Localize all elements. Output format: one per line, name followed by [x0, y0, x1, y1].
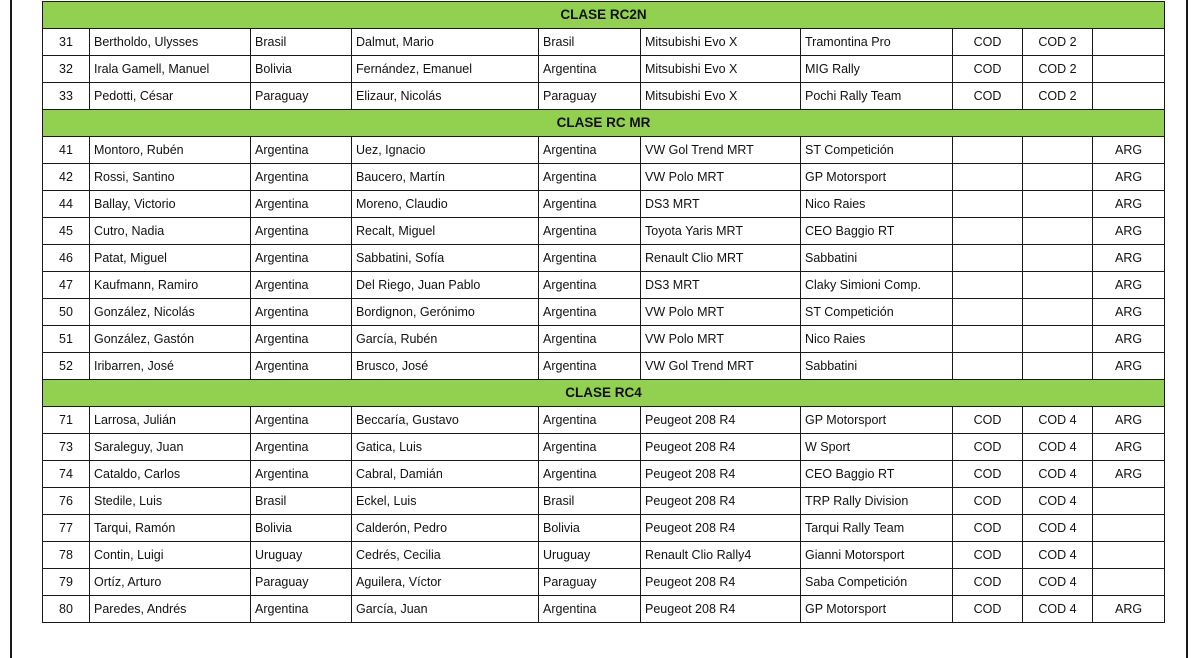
- codriver-name-cell: Fernández, Emanuel: [352, 56, 539, 83]
- driver-country-cell: Argentina: [251, 164, 352, 191]
- driver-name-cell: Cataldo, Carlos: [90, 461, 251, 488]
- subclass-code-cell: COD 4: [1023, 461, 1093, 488]
- car-model-cell: VW Polo MRT: [641, 299, 801, 326]
- driver-name-cell: Ortíz, Arturo: [90, 569, 251, 596]
- national-championship-cell: ARG: [1093, 245, 1165, 272]
- car-number-cell: 51: [43, 326, 90, 353]
- codriver-country-cell: Argentina: [539, 299, 641, 326]
- subclass-code-cell: [1023, 164, 1093, 191]
- team-name-cell: GP Motorsport: [801, 407, 953, 434]
- driver-country-cell: Brasil: [251, 488, 352, 515]
- codriver-country-cell: Uruguay: [539, 542, 641, 569]
- codriver-country-cell: Argentina: [539, 218, 641, 245]
- section-header-row: [43, 2, 1165, 29]
- codriver-country-cell: Argentina: [539, 461, 641, 488]
- driver-country-cell: Argentina: [251, 272, 352, 299]
- driver-country-cell: Argentina: [251, 353, 352, 380]
- table-row: [43, 596, 1165, 623]
- driver-country-cell: Argentina: [251, 137, 352, 164]
- driver-name-cell: Pedotti, César: [90, 83, 251, 110]
- team-name-cell: W Sport: [801, 434, 953, 461]
- national-championship-cell: [1093, 515, 1165, 542]
- driver-name-cell: González, Nicolás: [90, 299, 251, 326]
- car-number-cell: 71: [43, 407, 90, 434]
- class-code-cell: COD: [953, 596, 1023, 623]
- class-code-cell: [953, 299, 1023, 326]
- class-code-cell: [953, 218, 1023, 245]
- car-number-cell: 73: [43, 434, 90, 461]
- driver-name-cell: Larrosa, Julián: [90, 407, 251, 434]
- subclass-code-cell: COD 4: [1023, 488, 1093, 515]
- team-name-cell: GP Motorsport: [801, 164, 953, 191]
- table-row: [43, 569, 1165, 596]
- codriver-country-cell: Argentina: [539, 137, 641, 164]
- codriver-name-cell: Aguilera, Víctor: [352, 569, 539, 596]
- codriver-country-cell: Paraguay: [539, 569, 641, 596]
- codriver-country-cell: Argentina: [539, 272, 641, 299]
- codriver-country-cell: Argentina: [539, 407, 641, 434]
- class-code-cell: [953, 191, 1023, 218]
- driver-country-cell: Argentina: [251, 299, 352, 326]
- entry-list-table: [42, 1, 1165, 623]
- codriver-name-cell: Beccaría, Gustavo: [352, 407, 539, 434]
- driver-name-cell: Iribarren, José: [90, 353, 251, 380]
- team-name-cell: Sabbatini: [801, 353, 953, 380]
- table-row: [43, 353, 1165, 380]
- section-header-row: [43, 380, 1165, 407]
- subclass-code-cell: COD 4: [1023, 407, 1093, 434]
- team-name-cell: Tramontina Pro: [801, 29, 953, 56]
- driver-name-cell: Stedile, Luis: [90, 488, 251, 515]
- driver-name-cell: Patat, Miguel: [90, 245, 251, 272]
- codriver-name-cell: Brusco, José: [352, 353, 539, 380]
- team-name-cell: Saba Competición: [801, 569, 953, 596]
- national-championship-cell: ARG: [1093, 326, 1165, 353]
- subclass-code-cell: COD 4: [1023, 596, 1093, 623]
- national-championship-cell: ARG: [1093, 299, 1165, 326]
- codriver-country-cell: Argentina: [539, 245, 641, 272]
- table-row: [43, 29, 1165, 56]
- class-code-cell: [953, 164, 1023, 191]
- car-model-cell: Renault Clio Rally4: [641, 542, 801, 569]
- car-number-cell: 42: [43, 164, 90, 191]
- codriver-name-cell: Moreno, Claudio: [352, 191, 539, 218]
- class-code-cell: COD: [953, 83, 1023, 110]
- codriver-name-cell: Calderón, Pedro: [352, 515, 539, 542]
- section-title: CLASE RC2N: [43, 2, 1165, 29]
- national-championship-cell: ARG: [1093, 218, 1165, 245]
- codriver-country-cell: Argentina: [539, 164, 641, 191]
- codriver-name-cell: Uez, Ignacio: [352, 137, 539, 164]
- national-championship-cell: ARG: [1093, 137, 1165, 164]
- class-code-cell: COD: [953, 56, 1023, 83]
- driver-name-cell: Paredes, Andrés: [90, 596, 251, 623]
- table-row: [43, 218, 1165, 245]
- codriver-name-cell: Gatica, Luis: [352, 434, 539, 461]
- class-code-cell: COD: [953, 488, 1023, 515]
- driver-name-cell: Tarqui, Ramón: [90, 515, 251, 542]
- national-championship-cell: [1093, 83, 1165, 110]
- team-name-cell: TRP Rally Division: [801, 488, 953, 515]
- class-code-cell: [953, 245, 1023, 272]
- national-championship-cell: ARG: [1093, 272, 1165, 299]
- subclass-code-cell: COD 2: [1023, 56, 1093, 83]
- team-name-cell: CEO Baggio RT: [801, 218, 953, 245]
- driver-country-cell: Paraguay: [251, 83, 352, 110]
- national-championship-cell: [1093, 542, 1165, 569]
- car-number-cell: 74: [43, 461, 90, 488]
- team-name-cell: ST Competición: [801, 137, 953, 164]
- national-championship-cell: ARG: [1093, 191, 1165, 218]
- class-code-cell: [953, 326, 1023, 353]
- codriver-name-cell: García, Rubén: [352, 326, 539, 353]
- codriver-name-cell: Recalt, Miguel: [352, 218, 539, 245]
- table-row: [43, 542, 1165, 569]
- codriver-name-cell: Cedrés, Cecilia: [352, 542, 539, 569]
- codriver-country-cell: Argentina: [539, 326, 641, 353]
- team-name-cell: Claky Simioni Comp.: [801, 272, 953, 299]
- table-row: [43, 191, 1165, 218]
- team-name-cell: ST Competición: [801, 299, 953, 326]
- subclass-code-cell: COD 4: [1023, 515, 1093, 542]
- subclass-code-cell: [1023, 245, 1093, 272]
- codriver-name-cell: Cabral, Damián: [352, 461, 539, 488]
- car-model-cell: Mitsubishi Evo X: [641, 29, 801, 56]
- table-row: [43, 245, 1165, 272]
- subclass-code-cell: COD 2: [1023, 29, 1093, 56]
- section-title: CLASE RC4: [43, 380, 1165, 407]
- car-number-cell: 52: [43, 353, 90, 380]
- car-model-cell: Peugeot 208 R4: [641, 515, 801, 542]
- national-championship-cell: [1093, 488, 1165, 515]
- table-row: [43, 461, 1165, 488]
- national-championship-cell: ARG: [1093, 407, 1165, 434]
- table-row: [43, 272, 1165, 299]
- car-number-cell: 31: [43, 29, 90, 56]
- table-row: [43, 434, 1165, 461]
- team-name-cell: Nico Raies: [801, 191, 953, 218]
- codriver-country-cell: Argentina: [539, 353, 641, 380]
- subclass-code-cell: COD 4: [1023, 434, 1093, 461]
- car-model-cell: Mitsubishi Evo X: [641, 83, 801, 110]
- team-name-cell: MIG Rally: [801, 56, 953, 83]
- car-number-cell: 79: [43, 569, 90, 596]
- driver-name-cell: Bertholdo, Ulysses: [90, 29, 251, 56]
- left-border-line: [10, 0, 12, 658]
- driver-country-cell: Argentina: [251, 191, 352, 218]
- codriver-country-cell: Paraguay: [539, 83, 641, 110]
- driver-name-cell: Ballay, Victorio: [90, 191, 251, 218]
- class-code-cell: [953, 353, 1023, 380]
- car-number-cell: 41: [43, 137, 90, 164]
- car-model-cell: VW Polo MRT: [641, 326, 801, 353]
- car-model-cell: DS3 MRT: [641, 191, 801, 218]
- table-row: [43, 137, 1165, 164]
- class-code-cell: COD: [953, 542, 1023, 569]
- car-number-cell: 80: [43, 596, 90, 623]
- driver-country-cell: Bolivia: [251, 515, 352, 542]
- class-code-cell: COD: [953, 29, 1023, 56]
- car-model-cell: Peugeot 208 R4: [641, 434, 801, 461]
- codriver-name-cell: Bordignon, Gerónimo: [352, 299, 539, 326]
- team-name-cell: Gianni Motorsport: [801, 542, 953, 569]
- table-row: [43, 515, 1165, 542]
- team-name-cell: Sabbatini: [801, 245, 953, 272]
- car-number-cell: 46: [43, 245, 90, 272]
- team-name-cell: Tarqui Rally Team: [801, 515, 953, 542]
- table-row: [43, 488, 1165, 515]
- codriver-country-cell: Brasil: [539, 29, 641, 56]
- driver-name-cell: Contin, Luigi: [90, 542, 251, 569]
- subclass-code-cell: [1023, 137, 1093, 164]
- class-code-cell: [953, 272, 1023, 299]
- driver-country-cell: Argentina: [251, 434, 352, 461]
- national-championship-cell: ARG: [1093, 461, 1165, 488]
- driver-country-cell: Argentina: [251, 245, 352, 272]
- codriver-country-cell: Argentina: [539, 191, 641, 218]
- national-championship-cell: [1093, 56, 1165, 83]
- codriver-country-cell: Argentina: [539, 434, 641, 461]
- national-championship-cell: ARG: [1093, 164, 1165, 191]
- subclass-code-cell: [1023, 218, 1093, 245]
- driver-country-cell: Argentina: [251, 461, 352, 488]
- class-code-cell: COD: [953, 569, 1023, 596]
- codriver-country-cell: Bolivia: [539, 515, 641, 542]
- national-championship-cell: [1093, 569, 1165, 596]
- codriver-country-cell: Argentina: [539, 596, 641, 623]
- car-model-cell: DS3 MRT: [641, 272, 801, 299]
- codriver-name-cell: Sabbatini, Sofía: [352, 245, 539, 272]
- table-row: [43, 56, 1165, 83]
- codriver-name-cell: Del Riego, Juan Pablo: [352, 272, 539, 299]
- car-number-cell: 45: [43, 218, 90, 245]
- codriver-country-cell: Argentina: [539, 56, 641, 83]
- codriver-name-cell: García, Juan: [352, 596, 539, 623]
- codriver-country-cell: Brasil: [539, 488, 641, 515]
- right-border-line: [1186, 0, 1188, 658]
- subclass-code-cell: [1023, 353, 1093, 380]
- driver-country-cell: Argentina: [251, 218, 352, 245]
- car-number-cell: 32: [43, 56, 90, 83]
- table-row: [43, 83, 1165, 110]
- car-model-cell: VW Gol Trend MRT: [641, 353, 801, 380]
- national-championship-cell: ARG: [1093, 434, 1165, 461]
- car-number-cell: 44: [43, 191, 90, 218]
- codriver-name-cell: Dalmut, Mario: [352, 29, 539, 56]
- car-number-cell: 78: [43, 542, 90, 569]
- subclass-code-cell: COD 4: [1023, 542, 1093, 569]
- car-model-cell: Peugeot 208 R4: [641, 407, 801, 434]
- team-name-cell: CEO Baggio RT: [801, 461, 953, 488]
- class-code-cell: COD: [953, 434, 1023, 461]
- table-row: [43, 299, 1165, 326]
- class-code-cell: COD: [953, 461, 1023, 488]
- driver-country-cell: Uruguay: [251, 542, 352, 569]
- subclass-code-cell: [1023, 272, 1093, 299]
- table-row: [43, 407, 1165, 434]
- national-championship-cell: ARG: [1093, 353, 1165, 380]
- codriver-name-cell: Elizaur, Nicolás: [352, 83, 539, 110]
- codriver-name-cell: Baucero, Martín: [352, 164, 539, 191]
- driver-name-cell: Kaufmann, Ramiro: [90, 272, 251, 299]
- car-number-cell: 50: [43, 299, 90, 326]
- national-championship-cell: [1093, 29, 1165, 56]
- driver-name-cell: Cutro, Nadia: [90, 218, 251, 245]
- class-code-cell: COD: [953, 407, 1023, 434]
- section-header-row: [43, 110, 1165, 137]
- team-name-cell: Pochi Rally Team: [801, 83, 953, 110]
- driver-country-cell: Bolivia: [251, 56, 352, 83]
- driver-name-cell: Saraleguy, Juan: [90, 434, 251, 461]
- car-number-cell: 77: [43, 515, 90, 542]
- driver-country-cell: Argentina: [251, 407, 352, 434]
- class-code-cell: COD: [953, 515, 1023, 542]
- table-row: [43, 164, 1165, 191]
- team-name-cell: Nico Raies: [801, 326, 953, 353]
- car-model-cell: VW Polo MRT: [641, 164, 801, 191]
- car-model-cell: Mitsubishi Evo X: [641, 56, 801, 83]
- car-model-cell: VW Gol Trend MRT: [641, 137, 801, 164]
- car-model-cell: Peugeot 208 R4: [641, 596, 801, 623]
- entry-list-body: [43, 2, 1165, 623]
- driver-name-cell: Irala Gamell, Manuel: [90, 56, 251, 83]
- car-model-cell: Toyota Yaris MRT: [641, 218, 801, 245]
- driver-country-cell: Argentina: [251, 326, 352, 353]
- car-model-cell: Peugeot 208 R4: [641, 488, 801, 515]
- car-model-cell: Renault Clio MRT: [641, 245, 801, 272]
- codriver-name-cell: Eckel, Luis: [352, 488, 539, 515]
- table-row: [43, 326, 1165, 353]
- subclass-code-cell: COD 4: [1023, 569, 1093, 596]
- team-name-cell: GP Motorsport: [801, 596, 953, 623]
- car-model-cell: Peugeot 208 R4: [641, 461, 801, 488]
- section-title: CLASE RC MR: [43, 110, 1165, 137]
- car-model-cell: Peugeot 208 R4: [641, 569, 801, 596]
- driver-name-cell: González, Gastón: [90, 326, 251, 353]
- driver-name-cell: Montoro, Rubén: [90, 137, 251, 164]
- subclass-code-cell: [1023, 326, 1093, 353]
- subclass-code-cell: [1023, 299, 1093, 326]
- subclass-code-cell: [1023, 191, 1093, 218]
- car-number-cell: 47: [43, 272, 90, 299]
- car-number-cell: 33: [43, 83, 90, 110]
- car-number-cell: 76: [43, 488, 90, 515]
- driver-country-cell: Paraguay: [251, 569, 352, 596]
- subclass-code-cell: COD 2: [1023, 83, 1093, 110]
- driver-country-cell: Brasil: [251, 29, 352, 56]
- driver-country-cell: Argentina: [251, 596, 352, 623]
- class-code-cell: [953, 137, 1023, 164]
- driver-name-cell: Rossi, Santino: [90, 164, 251, 191]
- national-championship-cell: ARG: [1093, 596, 1165, 623]
